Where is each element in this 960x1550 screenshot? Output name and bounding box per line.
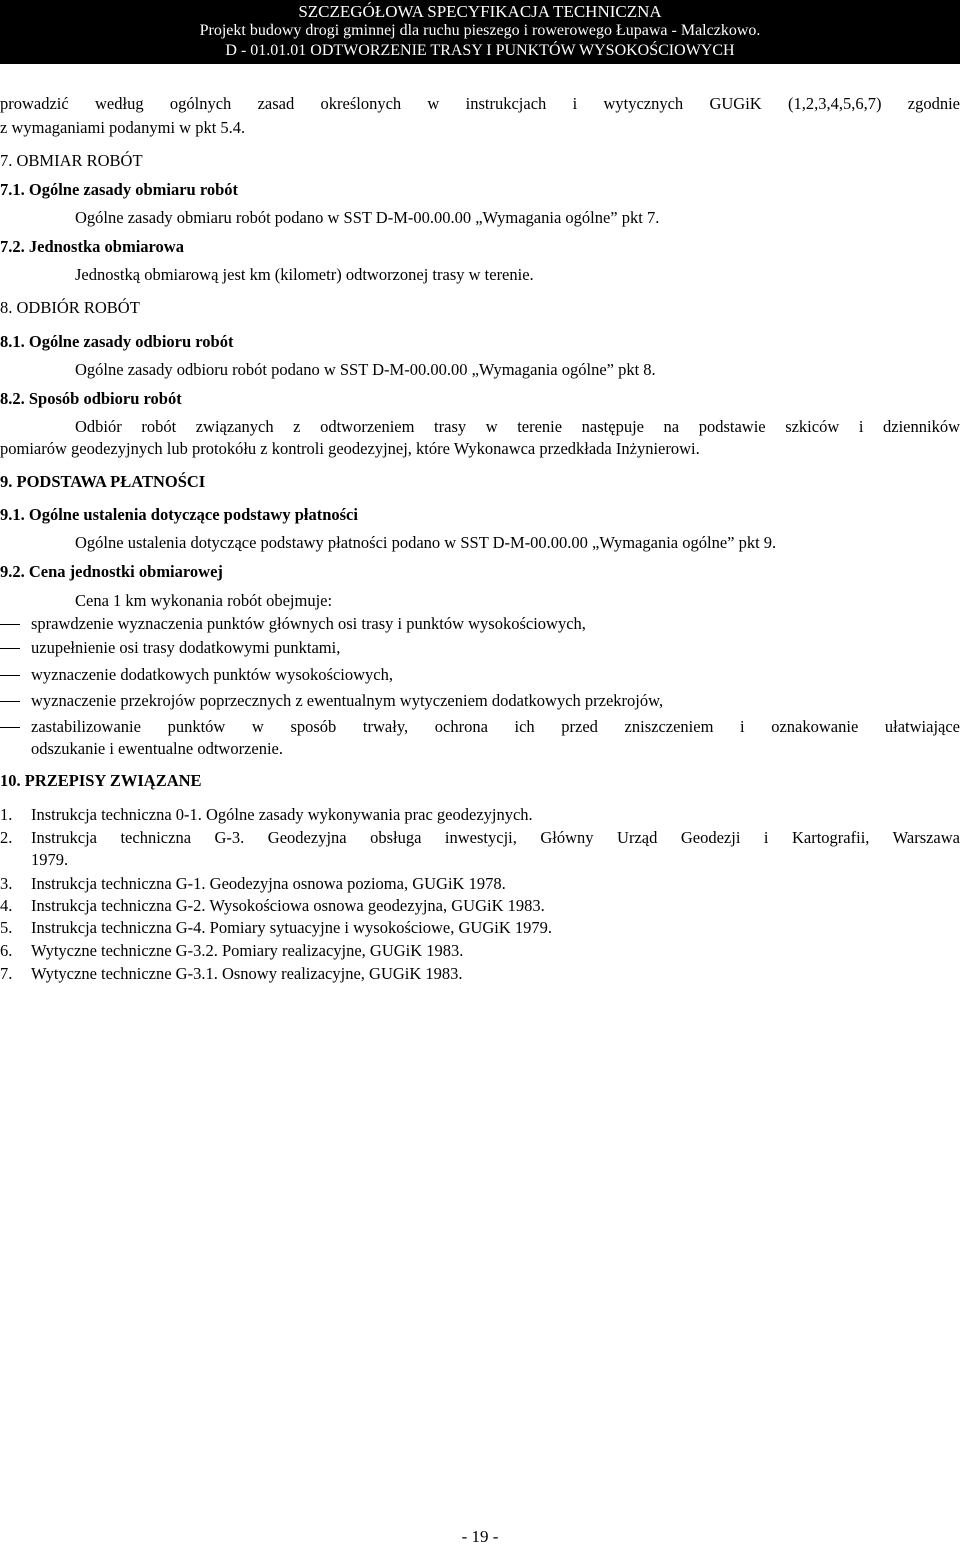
reference-text: Instrukcja techniczna G-3. Geodezyjna obsługa inwestycji, Główny Urząd Geodezji i Kartografii, Warszawa bbox=[31, 828, 960, 847]
section-7-heading: 7. OBMIAR ROBÓT bbox=[0, 151, 143, 170]
dash-bullet bbox=[0, 675, 20, 676]
reference-number: 5. bbox=[0, 918, 13, 937]
section-9-2-intro: Cena 1 km wykonania robót obejmuje: bbox=[75, 591, 333, 610]
section-7-1-text: Ogólne zasady obmiaru robót podano w SST D-M-00.00.00 „Wymagania ogólne” pkt 7. bbox=[75, 208, 660, 227]
dash-bullet bbox=[0, 624, 20, 625]
section-8-1-text: Ogólne zasady odbioru robót podano w SST D-M-00.00.00 „Wymagania ogólne” pkt 8. bbox=[75, 360, 656, 379]
dash-bullet bbox=[0, 727, 20, 728]
section-9-1-heading: 9.1. Ogólne ustalenia dotyczące podstawy płatności bbox=[0, 505, 358, 524]
reference-text: Wytyczne techniczne G-3.2. Pomiary realizacyjne, GUGiK 1983. bbox=[31, 941, 464, 960]
intro-line-2: z wymaganiami podanymi w pkt 5.4. bbox=[0, 118, 246, 137]
section-8-2-line-1: Odbiór robót związanych z odtworzeniem trasy w terenie następuje na podstawie szkiców i dzienników bbox=[75, 417, 960, 436]
section-8-heading: 8. ODBIÓR ROBÓT bbox=[0, 298, 140, 317]
list-item bbox=[0, 638, 960, 658]
reference-number: 7. bbox=[0, 964, 13, 983]
section-7-2-text: Jednostką obmiarową jest km (kilometr) odtworzonej trasy w terenie. bbox=[75, 265, 534, 284]
document-header bbox=[0, 0, 960, 64]
section-7-1-heading: 7.1. Ogólne zasady obmiaru robót bbox=[0, 180, 239, 199]
section-8-1-heading: 8.1. Ogólne zasady odbioru robót bbox=[0, 332, 234, 351]
page-number: - 19 - bbox=[461, 1527, 499, 1546]
section-8-2-line-2: pomiarów geodezyjnych lub protokółu z kontroli geodezyjnej, które Wykonawca przedkłada Inżynierowi. bbox=[0, 439, 700, 458]
list-item bbox=[0, 665, 960, 685]
list-item-text: wyznaczenie dodatkowych punktów wysokościowych, bbox=[31, 665, 393, 684]
reference-number: 6. bbox=[0, 941, 13, 960]
list-item-text: uzupełnienie osi trasy dodatkowymi punktami, bbox=[31, 638, 341, 657]
header-section-code: D - 01.01.01 ODTWORZENIE TRASY I PUNKTÓW WYSOKOŚCIOWYCH bbox=[225, 42, 735, 59]
list-item bbox=[0, 691, 960, 711]
section-10-heading: 10. PRZEPISY ZWIĄZANE bbox=[0, 771, 202, 790]
intro-line-1: prowadzić według ogólnych zasad określonych w instrukcjach i wytycznych GUGiK (1,2,3,4,5,6,7) zgodnie bbox=[0, 94, 960, 113]
section-9-heading: 9. PODSTAWA PŁATNOŚCI bbox=[0, 472, 206, 491]
list-item-text: sprawdzenie wyznaczenia punktów głównych osi trasy i punktów wysokościowych, bbox=[31, 614, 586, 633]
reference-text-continued: 1979. bbox=[31, 850, 69, 869]
reference-number: 4. bbox=[0, 896, 13, 915]
header-project: Projekt budowy drogi gminnej dla ruchu pieszego i rowerowego Łupawa - Malczkowo. bbox=[199, 22, 761, 39]
list-item bbox=[0, 614, 960, 634]
list-item-text: wyznaczenie przekrojów poprzecznych z ewentualnym wytyczeniem dodatkowych przekrojów, bbox=[31, 691, 664, 710]
section-7-2-heading: 7.2. Jednostka obmiarowa bbox=[0, 237, 184, 256]
dash-bullet bbox=[0, 701, 20, 702]
list-item-text: zastabilizowanie punktów w sposób trwały, ochrona ich przed zniszczeniem i oznakowanie ułatwiające bbox=[31, 717, 960, 736]
reference-text: Wytyczne techniczne G-3.1. Osnowy realizacyjne, GUGiK 1983. bbox=[31, 964, 463, 983]
section-9-2-heading: 9.2. Cena jednostki obmiarowej bbox=[0, 562, 223, 581]
reference-text: Instrukcja techniczna G-4. Pomiary sytuacyjne i wysokościowe, GUGiK 1979. bbox=[31, 918, 553, 937]
dash-bullet bbox=[0, 648, 20, 649]
section-9-1-text: Ogólne ustalenia dotyczące podstawy płatności podano w SST D-M-00.00.00 „Wymagania ogólne” pkt 9. bbox=[75, 533, 777, 552]
reference-text: Instrukcja techniczna G-2. Wysokościowa osnowa geodezyjna, GUGiK 1983. bbox=[31, 896, 545, 915]
list-item bbox=[0, 717, 960, 761]
header-title: SZCZEGÓŁOWA SPECYFIKACJA TECHNICZNA bbox=[298, 2, 662, 21]
reference-number: 1. bbox=[0, 805, 13, 824]
list-item-text-continued: odszukanie i ewentualne odtworzenie. bbox=[31, 739, 283, 758]
section-8-2-heading: 8.2. Sposób odbioru robót bbox=[0, 389, 182, 408]
reference-number: 3. bbox=[0, 874, 13, 893]
reference-text: Instrukcja techniczna G-1. Geodezyjna osnowa pozioma, GUGiK 1978. bbox=[31, 874, 506, 893]
reference-text: Instrukcja techniczna 0-1. Ogólne zasady wykonywania prac geodezyjnych. bbox=[31, 805, 533, 824]
reference-number: 2. bbox=[0, 828, 13, 847]
